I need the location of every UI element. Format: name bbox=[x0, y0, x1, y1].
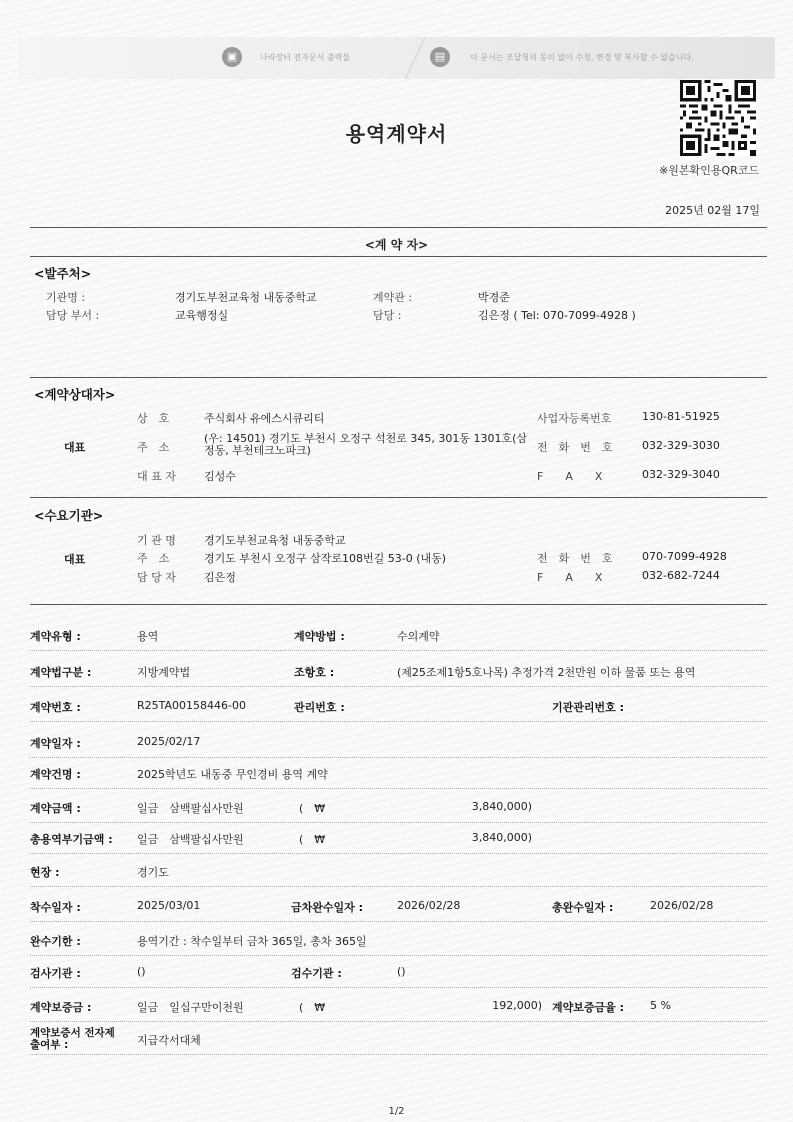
demand-addr: 경기도 부천시 오정구 삼작로108번길 53-0 (내동) bbox=[204, 552, 447, 565]
client-officer: 박경준 bbox=[478, 291, 510, 304]
contractor-heading: <계약상대자> bbox=[34, 387, 116, 402]
current-end-value: 2026/02/28 bbox=[397, 899, 461, 912]
amount-words: 일금 삼백팔십사만원 bbox=[137, 802, 244, 815]
document-copy-icon: ▣ bbox=[222, 47, 242, 67]
law-value: 지방계약법 bbox=[137, 666, 191, 679]
bond-words: 일금 일십구만이천원 bbox=[137, 1001, 244, 1014]
contractor-name: 주식회사 유에스시큐리티 bbox=[204, 412, 325, 425]
banner-left-text: 나라장터 전자문서 출력물 bbox=[260, 53, 351, 62]
bond-label: 계약보증금 : bbox=[30, 1001, 92, 1014]
contractor-tel-label: 전 화 번 호 bbox=[537, 441, 613, 454]
client-agency-label: 기관명 : bbox=[46, 291, 86, 304]
contractor-name-label: 상 호 bbox=[137, 412, 170, 425]
demand-fax-label: F A X bbox=[537, 571, 603, 584]
contractor-fax-label: F A X bbox=[537, 470, 603, 483]
amount-currency: ( ₩ bbox=[299, 802, 326, 815]
contract-no-value: R25TA00158446-00 bbox=[137, 699, 246, 712]
demand-rep-tag: 대표 bbox=[64, 553, 86, 566]
deadline-label: 완수기한 : bbox=[30, 935, 81, 948]
demand-heading: <수요기관> bbox=[34, 508, 104, 523]
amount-label: 계약금액 : bbox=[30, 802, 81, 815]
accept-org-label: 검수기관 : bbox=[291, 967, 342, 980]
contractor-ceo-label: 대 표 자 bbox=[137, 470, 176, 483]
start-date-value: 2025/03/01 bbox=[137, 899, 201, 912]
banner-right-text: 이 문서는 조달청의 동의 없이 수정, 변경 및 복사할 수 없습니다. bbox=[470, 53, 694, 62]
bond-currency: ( ₩ bbox=[299, 1001, 326, 1014]
org-mgmt-no-label: 기관관리번호 : bbox=[552, 701, 624, 714]
demand-tel-label: 전 화 번 호 bbox=[537, 552, 613, 565]
contract-date-value: 2025/02/17 bbox=[137, 735, 201, 748]
deadline-value: 용역기간 : 착수일부터 금차 365일, 총차 365일 bbox=[137, 935, 367, 948]
contractor-tel: 032-329-3030 bbox=[642, 439, 720, 452]
client-heading: <발주처> bbox=[34, 266, 92, 281]
total-end-label: 총완수일자 : bbox=[552, 901, 614, 914]
total-end-value: 2026/02/28 bbox=[650, 899, 714, 912]
accept-org-value: () bbox=[397, 965, 406, 978]
method-label: 계약방법 : bbox=[294, 630, 345, 643]
contractor-ceo: 김성수 bbox=[204, 470, 236, 483]
contract-name-value: 2025학년도 내동중 무인경비 용역 계약 bbox=[137, 768, 328, 781]
demand-fax: 032-682-7244 bbox=[642, 569, 720, 582]
bond-cert-label: 계약보증서 전자제출여부 : bbox=[30, 1027, 115, 1051]
site-value: 경기도 bbox=[137, 866, 169, 879]
client-agency: 경기도부천교육청 내동중학교 bbox=[175, 291, 317, 304]
client-manager-label: 담당 : bbox=[373, 309, 402, 322]
demand-addr-label: 주 소 bbox=[137, 552, 170, 565]
client-manager: 김은정 ( Tel: 070-7099-4928 ) bbox=[478, 309, 636, 322]
contractor-addr-label: 주 소 bbox=[137, 441, 170, 454]
type-value: 용역 bbox=[137, 630, 159, 643]
client-officer-label: 계약관 : bbox=[373, 291, 413, 304]
bond-rate-label: 계약보증금율 : bbox=[552, 1001, 624, 1014]
type-label: 계약유형 : bbox=[30, 630, 81, 643]
inspect-org-label: 검사기관 : bbox=[30, 967, 81, 980]
bond-value: 192,000) bbox=[492, 999, 542, 1012]
qr-code bbox=[680, 80, 756, 156]
demand-tel: 070-7099-4928 bbox=[642, 550, 727, 563]
amount-value: 3,840,000) bbox=[471, 800, 532, 813]
demand-mgr: 김은정 bbox=[204, 571, 236, 584]
parties-header: <계 약 자> bbox=[364, 238, 429, 252]
demand-name-label: 기 관 명 bbox=[137, 534, 176, 547]
page-number: 1/2 bbox=[388, 1106, 405, 1117]
clause-label: 조항호 : bbox=[294, 666, 335, 679]
total-amount-value: 3,840,000) bbox=[471, 831, 532, 844]
contract-date-label: 계약일자 : bbox=[30, 737, 81, 750]
total-amount-label: 총용역부기금액 : bbox=[30, 833, 113, 846]
inspect-org-value: () bbox=[137, 965, 146, 978]
contractor-bizno-label: 사업자등록번호 bbox=[537, 412, 612, 425]
bond-rate-value: 5 % bbox=[650, 999, 671, 1012]
demand-mgr-label: 담 당 자 bbox=[137, 571, 176, 584]
top-banner bbox=[18, 37, 775, 79]
qr-caption: ※원본확인용QR코드 bbox=[659, 164, 759, 177]
total-amount-currency: ( ₩ bbox=[299, 833, 326, 846]
document-date: 2025년 02월 17일 bbox=[665, 204, 760, 217]
mgmt-no-label: 관리번호 : bbox=[294, 701, 345, 714]
start-date-label: 착수일자 : bbox=[30, 901, 81, 914]
page-title: 용역계약서 bbox=[345, 122, 448, 146]
client-dept: 교육행정실 bbox=[175, 309, 229, 322]
client-dept-label: 담당 부서 : bbox=[46, 309, 100, 322]
contractor-fax: 032-329-3040 bbox=[642, 468, 720, 481]
bond-cert-value: 지급각서대체 bbox=[137, 1034, 201, 1047]
demand-name: 경기도부천교육청 내동중학교 bbox=[204, 534, 346, 547]
method-value: 수의계약 bbox=[397, 630, 440, 643]
contractor-addr: (우: 14501) 경기도 부천시 오정구 석천로 345, 301동 1301호(삼정동, 부천테크노파크) bbox=[204, 432, 528, 457]
law-label: 계약법구분 : bbox=[30, 666, 92, 679]
contract-no-label: 계약번호 : bbox=[30, 701, 81, 714]
clause-value: (제25조제1항5호나목) 추정가격 2천만원 이하 물품 또는 용역 bbox=[397, 666, 696, 679]
current-end-label: 금차완수일자 : bbox=[291, 901, 363, 914]
printer-icon: ▤ bbox=[430, 47, 450, 67]
total-amount-words: 일금 삼백팔십사만원 bbox=[137, 833, 244, 846]
site-label: 현장 : bbox=[30, 866, 60, 879]
contract-name-label: 계약건명 : bbox=[30, 768, 81, 781]
contractor-rep-tag: 대표 bbox=[64, 441, 86, 454]
contractor-bizno: 130-81-51925 bbox=[642, 410, 720, 423]
